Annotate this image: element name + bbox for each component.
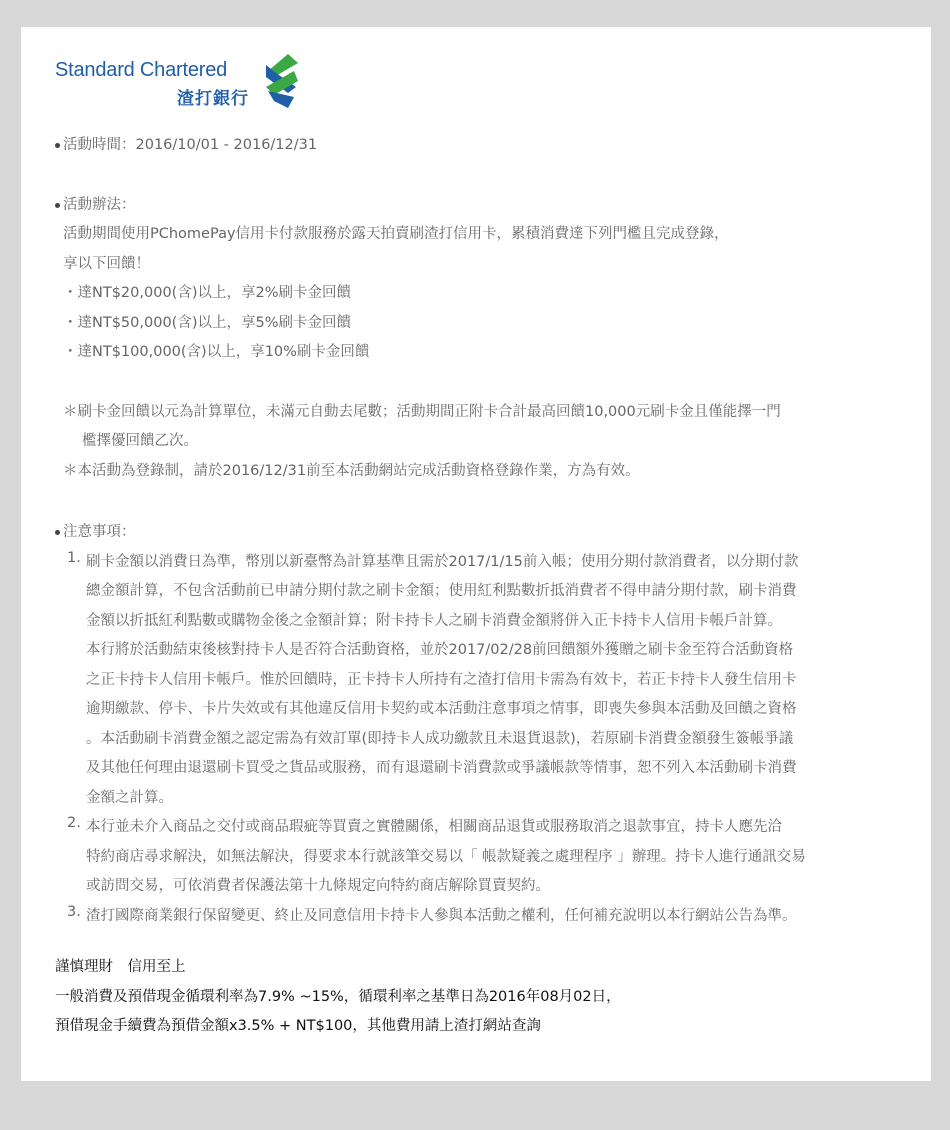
footer-rate-line: 一般消費及預借現金循環利率為7.9% ~15%，循環利率之基準日為2016年08月02日， [55,988,621,1005]
logo-name-zh: 渣打銀行 [177,89,249,109]
content-card [21,27,931,1081]
method-heading: 活動辦法： [63,197,136,213]
notice-item-number: 1. [67,549,81,566]
notice-item-line: 本行將於活動結束後核對持卡人是否符合活動資格，並於2017/02/28前回饋額外獲贈之刷卡金至符合活動資格 [86,642,794,658]
notice-item-line: 渣打國際商業銀行保留變更、終止及同意信用卡持卡人參與本活動之權利，任何補充說明以本行網站公告為準。 [86,907,797,924]
notice-item-line: 。本活動刷卡消費金額之認定需為有效訂單(即持卡人成功繳款且未退貨退款)，若原刷卡消費金額發生簽帳爭議 [86,730,794,747]
method-note-line: ＊本活動為登錄制，請於2016/12/31前至本活動網站完成活動資格登錄作業，方為有效。 [63,462,640,479]
notice-heading: 注意事項： [63,524,136,540]
footer-fee-line: 預借現金手續費為預借金額x3.5% + NT$100，其他費用請上渣打網站查詢 [55,1018,541,1034]
bullet-dot-icon [55,530,60,535]
notice-item-line: 之正卡持卡人信用卡帳戶。惟於回饋時，正卡持卡人所持有之渣打信用卡需為有效卡，若正卡持卡人發生信用卡 [86,671,797,688]
notice-item-line: 特約商店尋求解決，如無法解決，得要求本行就該筆交易以「 帳款疑義之處理程序 」辦理。持卡人進行通訊交易 [86,848,806,865]
notice-item-line: 或訪問交易，可依消費者保護法第十九條規定向特約商店解除買賣契約。 [86,878,550,894]
standard-chartered-mark-icon [258,51,304,111]
notice-item-line: 逾期繳款、停卡、卡片失效或有其他違反信用卡契約或本活動注意事項之情事，即喪失參與本活動及回饋之資格 [86,701,797,717]
logo-name-en: Standard Chartered [55,59,228,81]
method-intro-line: 享以下回饋！ [63,255,150,272]
notice-item-line: 金額以折抵紅利點數或購物金後之金額計算；附卡持卡人之刷卡消費金額將併入正卡持卡人信用卡帳戶計算。 [86,612,782,629]
standard-chartered-logo[interactable] [55,51,315,111]
reward-tier-item: ・達NT$20,000(含)以上，享2%刷卡金回饋 [63,285,351,301]
method-note-line: 檻擇優回饋乙次。 [82,433,198,449]
notice-item-line: 刷卡金額以消費日為準，幣別以新臺幣為計算基準且需於2017/1/15前入帳；使用分期付款消費者，以分期付款 [86,553,799,570]
reward-tier-item: ・達NT$100,000(含)以上，享10%刷卡金回饋 [63,344,370,360]
bullet-dot-icon [55,203,60,208]
notice-item-number: 2. [67,815,81,831]
notice-item-line: 及其他任何理由退還刷卡買受之貨品或服務，而有退還刷卡消費款或爭議帳款等情事，恕不列入本活動刷卡消費 [86,760,797,776]
method-note-line: ＊刷卡金回饋以元為計算單位，未滿元自動去尾數；活動期間正附卡合計最高回饋10,000元刷卡金且僅能擇一門 [63,403,781,420]
notice-item-line: 本行並未介入商品之交付或商品瑕疵等買賣之實體關係，相關商品退貨或服務取消之退款事宜，持卡人應先洽 [86,819,782,835]
notice-item-line: 總金額計算，不包含活動前已申請分期付款之刷卡金額；使用紅利點數折抵消費者不得申請分期付款，刷卡消費 [86,583,797,599]
notice-item-number: 3. [67,903,81,920]
reward-tier-item: ・達NT$50,000(含)以上，享5%刷卡金回饋 [63,314,351,331]
campaign-period: 活動時間：2016/10/01 - 2016/12/31 [63,137,318,153]
footer-slogan: 謹慎理財 信用至上 [55,959,186,975]
bullet-dot-icon [55,143,60,148]
method-intro-line: 活動期間使用PChomePay信用卡付款服務於露天拍賣刷渣打信用卡，累積消費達下列門檻且完成登錄， [63,226,729,242]
notice-item-line: 金額之計算。 [86,789,173,806]
